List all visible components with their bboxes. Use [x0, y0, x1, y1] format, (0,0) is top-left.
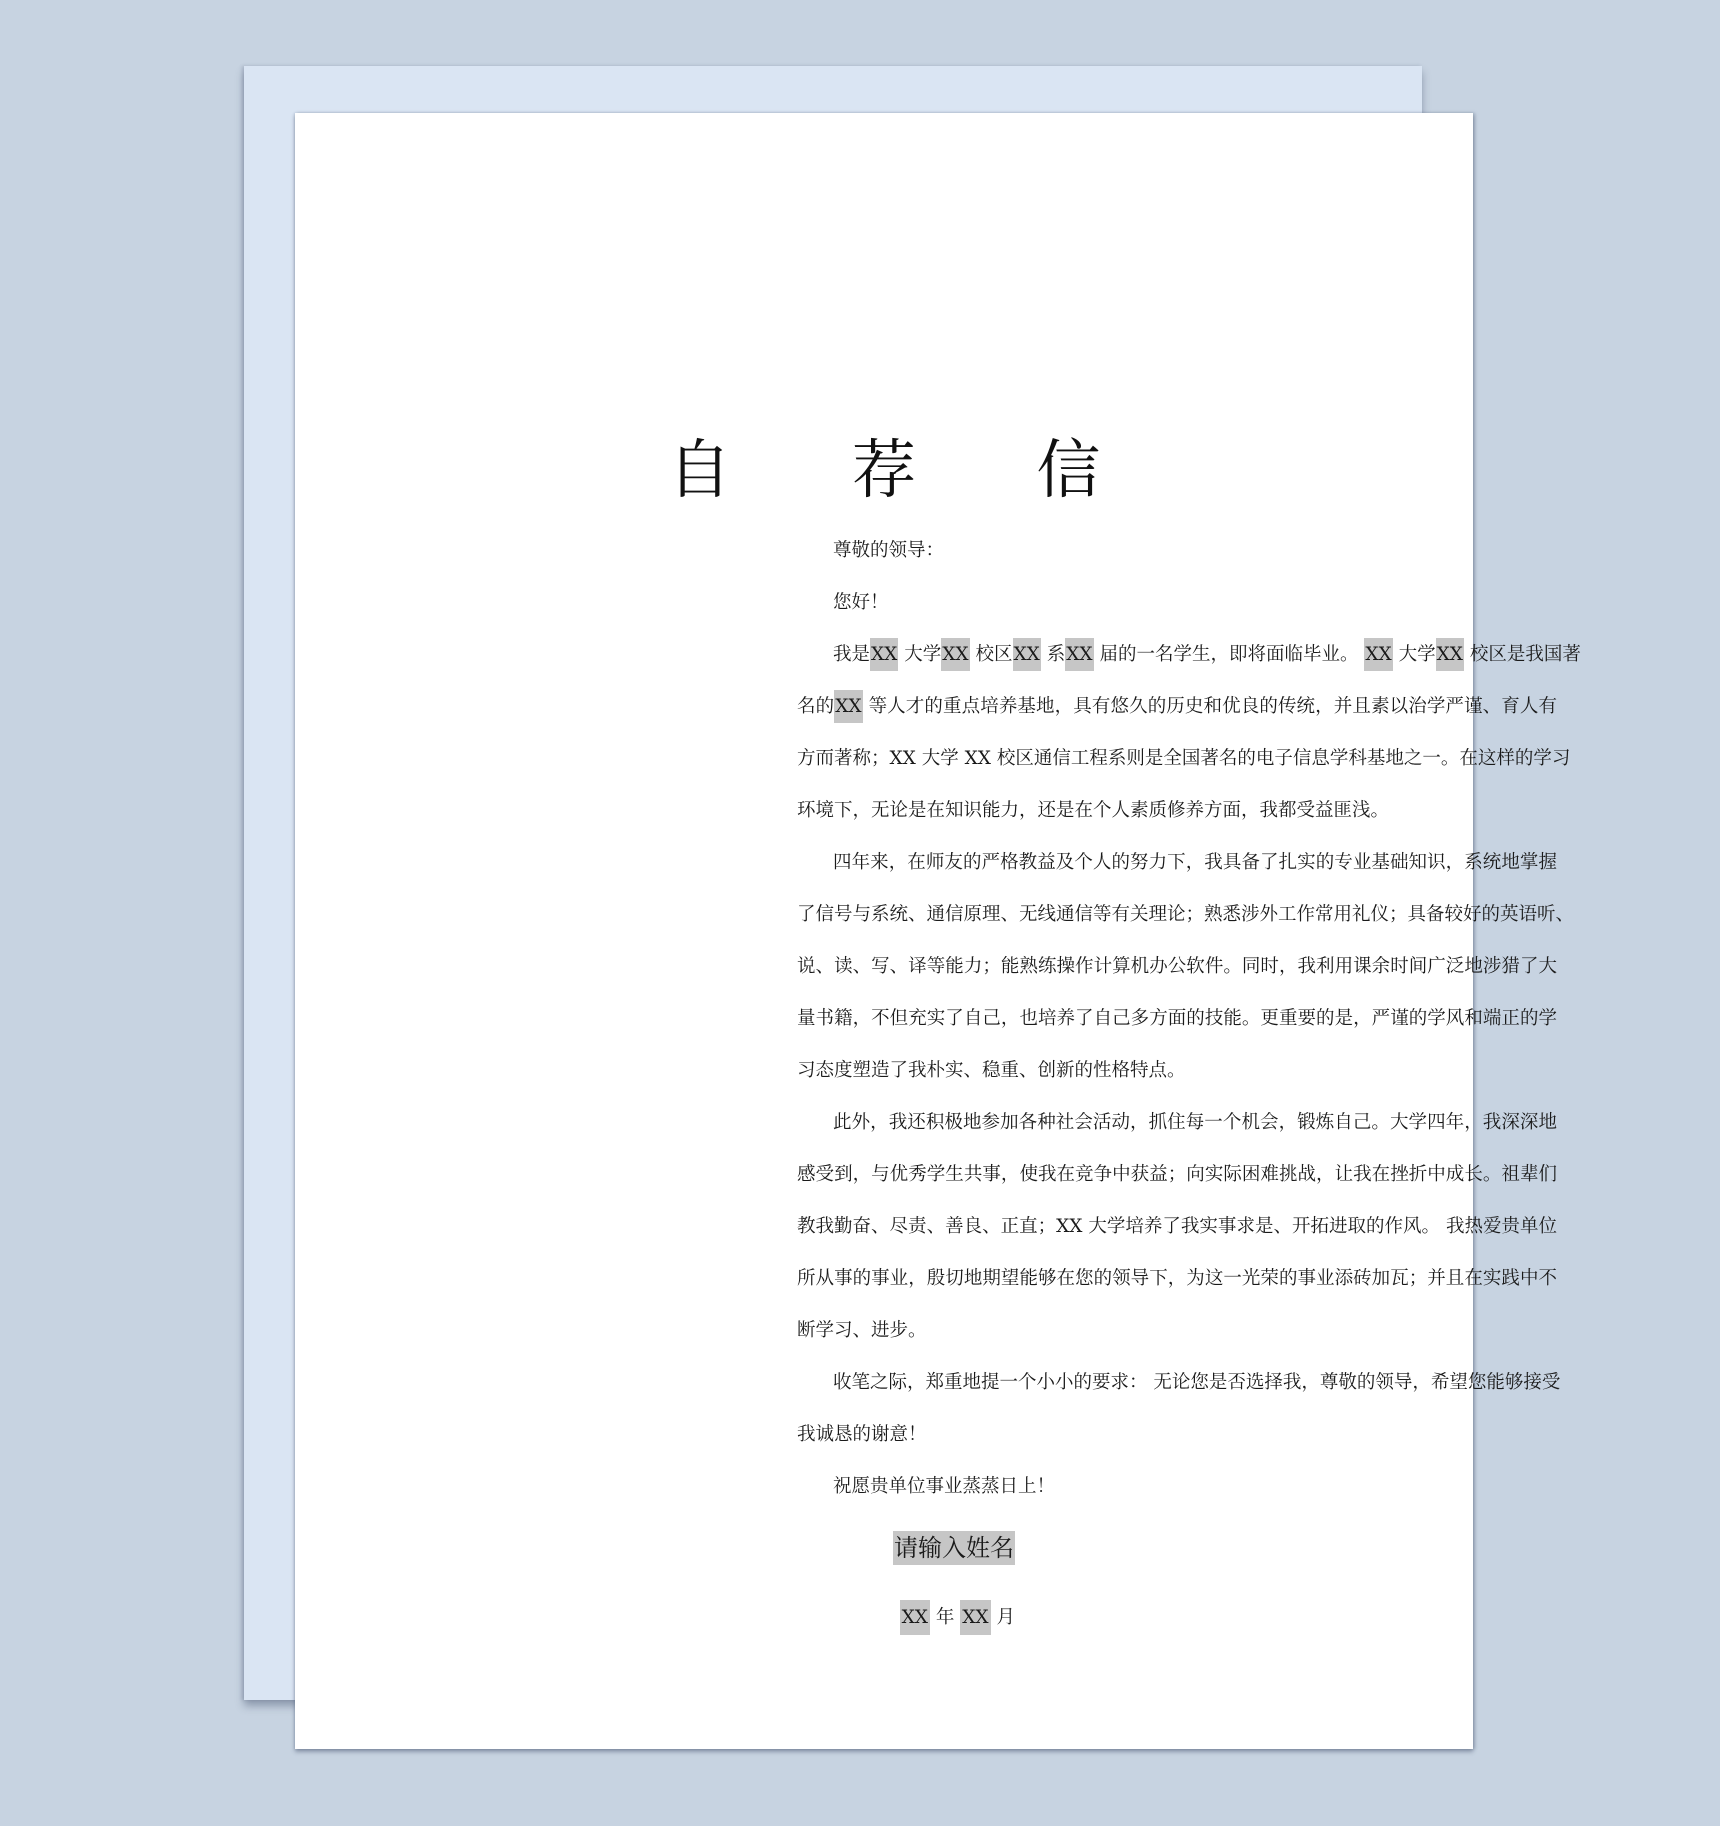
text-run: 所从事的事业，殷切地期望能够在您的领导下，为这一光荣的事业添砖加瓦；并且在实践中不 — [797, 1268, 1557, 1289]
text-run: 此外，我还积极地参加各种社会活动，抓住每一个机会，锻炼自己。大学四年，我深深地 — [833, 1112, 1557, 1133]
salutation: 尊敬的领导： — [833, 540, 945, 561]
text-run: 我诚恳的谢意！ — [797, 1424, 927, 1445]
signature-name-field[interactable]: 请输入姓名 — [893, 1531, 1015, 1565]
text-run: 量书籍，不但充实了自己，也培养了自己多方面的技能。更重要的是，严谨的学风和端正的学 — [797, 1008, 1557, 1029]
paragraph-line — [797, 1097, 1557, 1149]
text-run: 大学 — [1398, 644, 1436, 665]
text-run: 习态度塑造了我朴实、稳重、创新的性格特点。 — [797, 1060, 1186, 1081]
paragraph — [797, 1097, 1557, 1357]
text-run: 感受到，与优秀学生共事，使我在竞争中获益；向实际困难挑战，让我在挫折中成长。祖辈们 — [797, 1164, 1557, 1185]
document-title: 自 荐 信 — [667, 434, 1151, 508]
placeholder-field[interactable]: XX — [1065, 638, 1093, 671]
placeholder-field[interactable]: XX — [1013, 638, 1041, 671]
paragraph-line — [797, 941, 1557, 993]
text-run: 校区是我国著 — [1469, 644, 1581, 665]
paragraph-line — [797, 1409, 1557, 1461]
month-label: 月 — [996, 1607, 1015, 1628]
document-page — [295, 113, 1581, 1749]
text-run: 收笔之际，郑重地提一个小小的要求： 无论您是否选择我，尊敬的领导，希望您能够接受 — [833, 1372, 1561, 1393]
placeholder-field[interactable]: XX — [941, 638, 969, 671]
placeholder-field[interactable]: XX — [1436, 638, 1464, 671]
paragraph — [797, 1357, 1561, 1461]
paragraph-line — [797, 993, 1557, 1045]
text-run: 教我勤奋、尽责、善良、正直；XX 大学培养了我实事求是、开拓进取的作风。 我热爱贵单位 — [797, 1216, 1557, 1237]
text-run: 届的一名学生，即将面临毕业。 — [1099, 644, 1365, 665]
paragraph-line — [797, 1201, 1557, 1253]
year-label: 年 — [935, 1607, 955, 1628]
text-run: 祝愿贵单位事业蒸蒸日上！ — [833, 1476, 1056, 1497]
paragraph-line — [797, 837, 1557, 889]
paragraph-line — [797, 1253, 1557, 1305]
text-run: 断学习、进步。 — [797, 1320, 927, 1341]
paragraph-line — [797, 733, 1571, 785]
paragraph-line — [797, 629, 1581, 681]
year-field[interactable]: XX — [900, 1600, 930, 1635]
placeholder-field[interactable]: XX — [1364, 638, 1392, 671]
paragraph — [797, 837, 1575, 1097]
text-run: 了信号与系统、通信原理、无线通信等有关理论；熟悉涉外工作常用礼仪；具备较好的英语听、 — [797, 904, 1575, 925]
text-run: 大学 — [904, 644, 942, 665]
text-run: 四年来，在师友的严格教益及个人的努力下，我具备了扎实的专业基础知识，系统地掌握 — [833, 852, 1557, 873]
greeting: 您好！ — [833, 592, 889, 613]
paragraph-line — [797, 889, 1575, 941]
text-run: 名的 — [797, 696, 835, 717]
text-run: 系 — [1046, 644, 1066, 665]
paragraph-line — [797, 1357, 1561, 1409]
paragraph-line — [797, 1149, 1557, 1201]
paragraph-line — [797, 1461, 1557, 1513]
text-run: 方而著称；XX 大学 XX 校区通信工程系则是全国著名的电子信息学科基地之一。在这样的学习 — [797, 748, 1571, 769]
placeholder-field[interactable]: XX — [834, 690, 862, 723]
paragraph-line — [797, 1045, 1557, 1097]
month-field[interactable]: XX — [960, 1600, 990, 1635]
placeholder-field[interactable]: XX — [870, 638, 898, 671]
text-run: 我是 — [833, 644, 871, 665]
date-line — [900, 1601, 1015, 1635]
paragraphs-container — [797, 629, 1581, 1513]
paragraph-line — [797, 681, 1557, 733]
text-run: 校区 — [975, 644, 1013, 665]
letter-body — [797, 525, 1581, 1513]
paragraph-line — [797, 1305, 1557, 1357]
text-run: 环境下，无论是在知识能力，还是在个人素质修养方面，我都受益匪浅。 — [797, 800, 1390, 821]
paragraph — [797, 629, 1581, 837]
text-run: 说、读、写、译等能力；能熟练操作计算机办公软件。同时，我利用课余时间广泛地涉猎了大 — [797, 956, 1557, 977]
paragraph — [797, 1461, 1557, 1513]
text-run: 等人才的重点培养基地，具有悠久的历史和优良的传统，并且素以治学严谨、育人有 — [868, 696, 1557, 717]
paragraph-line — [797, 785, 1557, 837]
